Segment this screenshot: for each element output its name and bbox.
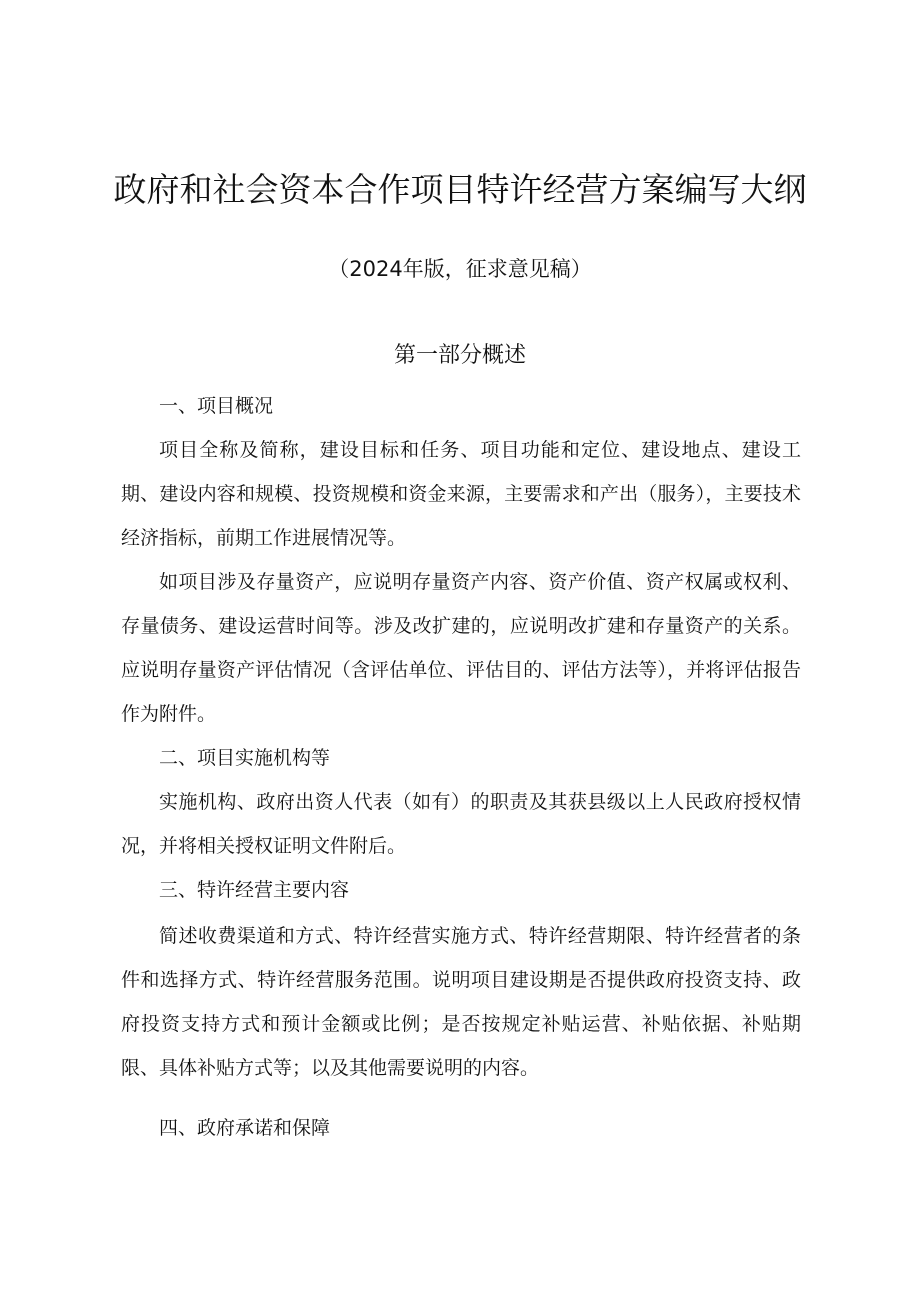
section-heading-2: 二、项目实施机构等 [159, 747, 331, 769]
part-title: 第一部分概述 [393, 343, 526, 368]
section-1-paragraph-1: 项目全称及简称，建设目标和任务、项目功能和定位、建设地点、建设工期、建设内容和规模、投资规模和资金来源，主要需求和产出（服务），主要技术经济指标，前期工作进展情况等。 [121, 439, 801, 549]
section-2-paragraph-1: 实施机构、政府出资人代表（如有）的职责及其获县级以上人民政府授权情况，并将相关授权证明文件附后。 [121, 791, 801, 857]
section-heading-3: 三、特许经营主要内容 [159, 879, 350, 901]
document-title: 政府和社会资本合作项目特许经营方案编写大纲 [113, 170, 807, 209]
document-subtitle: （2024年版，征求意见稿） [328, 257, 592, 281]
section-heading-4: 四、政府承诺和保障 [159, 1117, 331, 1139]
section-3-paragraph-1: 简述收费渠道和方式、特许经营实施方式、特许经营期限、特许经营者的条件和选择方式、特许经营服务范围。说明项目建设期是否提供政府投资支持、政府投资支持方式和预计金额或比例；是否按规定补贴运营、补贴依据、补贴期限、具体补贴方式等；以及其他需要说明的内容。 [121, 925, 801, 1079]
section-1-paragraph-2: 如项目涉及存量资产，应说明存量资产内容、资产价值、资产权属或权利、存量债务、建设运营时间等。涉及改扩建的，应说明改扩建和存量资产的关系。应说明存量资产评估情况（含评估单位、评估目的、评估方法等），并将评估报告作为附件。 [121, 571, 801, 725]
section-heading-1: 一、项目概况 [159, 395, 274, 417]
